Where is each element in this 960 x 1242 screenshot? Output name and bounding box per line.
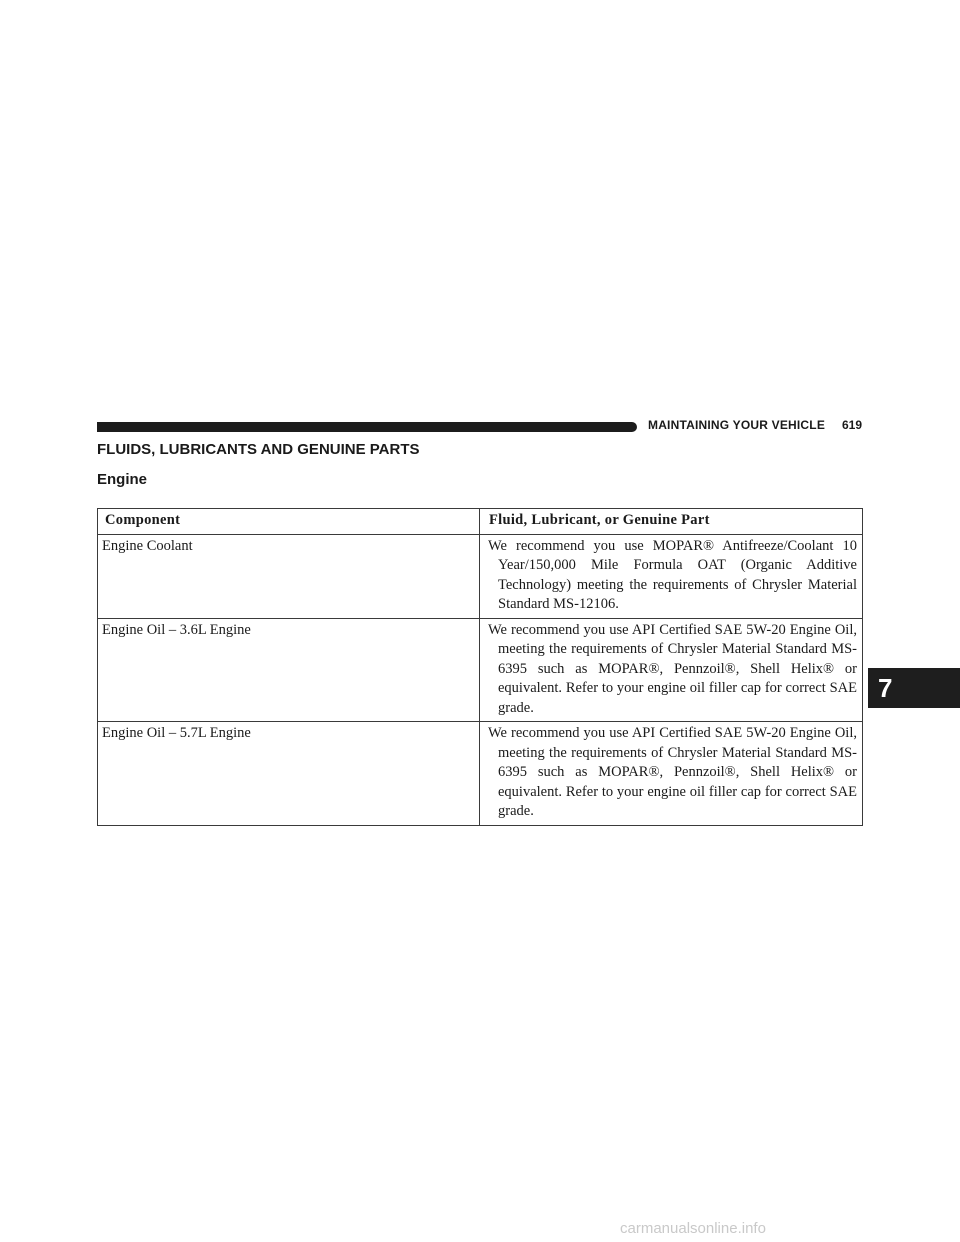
cell-component: Engine Oil – 3.6L Engine xyxy=(98,618,480,722)
cell-component: Engine Coolant xyxy=(98,534,480,618)
cell-fluid: We recommend you use MOPAR® Antifreeze/Coolant 10 Year/150,000 Mile Formula OAT (Organic Additive Technology) meeting the requirements of Chrysler Material Standard MS-12106. xyxy=(480,534,863,618)
cell-component: Engine Oil – 5.7L Engine xyxy=(98,722,480,826)
table-row xyxy=(98,618,863,722)
running-header-section: MAINTAINING YOUR VEHICLE xyxy=(648,418,826,432)
cell-fluid: We recommend you use API Certified SAE 5W-20 Engine Oil, meeting the requirements of Chrysler Material Standard MS-6395 such as MOPAR®, Pennzoil®, Shell Helix® or equivalent. Refer to your engine oil filler cap for correct SAE grade. xyxy=(480,618,863,722)
header-rule-bar xyxy=(97,422,637,432)
chapter-tab: 7 xyxy=(868,668,960,708)
watermark-text: carmanualsonline.info xyxy=(620,1220,766,1237)
fluids-table xyxy=(97,508,863,826)
table-row xyxy=(98,722,863,826)
table-row xyxy=(98,534,863,618)
table-header-row xyxy=(98,509,863,535)
column-header-fluid: Fluid, Lubricant, or Genuine Part xyxy=(480,509,863,535)
section-title: FLUIDS, LUBRICANTS AND GENUINE PARTS xyxy=(97,441,420,458)
sub-title: Engine xyxy=(97,471,148,488)
page-number: 619 xyxy=(842,418,863,432)
column-header-component: Component xyxy=(98,509,480,535)
cell-fluid: We recommend you use API Certified SAE 5W-20 Engine Oil, meeting the requirements of Chrysler Material Standard MS-6395 such as MOPAR®, Pennzoil®, Shell Helix® or equivalent. Refer to your engine oil filler cap for correct SAE grade. xyxy=(480,722,863,826)
